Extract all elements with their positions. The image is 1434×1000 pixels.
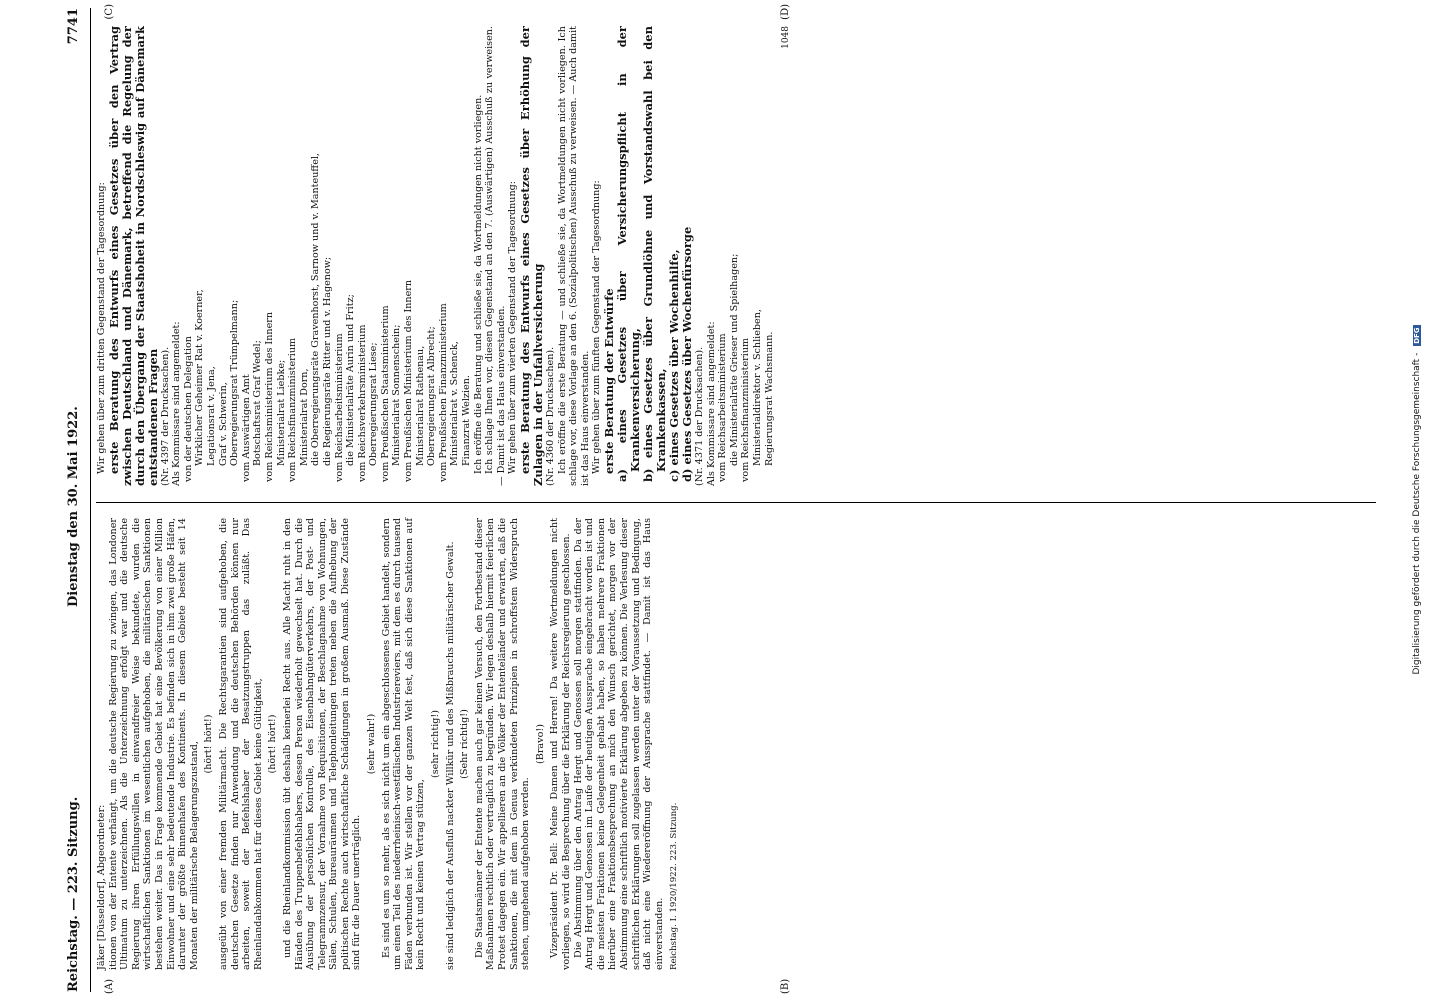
agenda-subitem: d) eines Gesetzes über Wochenfürsorge xyxy=(679,226,694,482)
digitization-text: Digitalisierung gefördert durch die Deutsche Forschungsgemeinschaft - xyxy=(1412,352,1422,675)
speaker-line: Jäker [Düsseldorf], Abgeordneter: xyxy=(96,804,107,970)
column-left xyxy=(96,518,1374,970)
paragraph: Ich eröffne die erste Beratung — und schließe sie, da Wortmeldungen nicht vorliegen. Ich schlage vor, diese Vorlage an den 6. (Sozialpolitischen) Ausschuß zu verweisen. — Auch damit ist das Haus einverstanden. xyxy=(556,26,591,486)
paragraph: Wir gehen über zum dritten Gegenstand der Tagesordnung: xyxy=(96,182,107,474)
commissioner-line: Oberregierungsrat Liese; xyxy=(368,342,380,466)
paragraph: Die Abstimmung über den Antrag Hergt und Genossen soll morgen stattfinden. Da der Antrag Hergt und Genossen im Laufe der heutigen Aussprache eingebracht worden ist und die meisten Fraktionen keine Gelegenheit gehabt haben, so haben mehrere Fraktionen hierüber eine Fraktionsbesprechung an mich den Wunsch gerichtet, morgen vor der Abstimmung eine schriftlich motivierte Erklärung abgeben zu können. Die Verlesung dieser schriftlichen Erklärungen soll zugelassen werden unter der Voraussetzung und Bedingung, daß nicht eine Wiedereröffnung der Aussprache stattfindet. — Damit ist das Haus einverstanden. xyxy=(572,518,665,970)
commissioner-line: Regierungsrat Wachsmann. xyxy=(763,331,775,466)
page-footer: Reichstag. I. 1920/1922. 223. Sitzung. xyxy=(669,802,680,970)
agenda-subitem: a) eines Gesetzes über Versicherungspflicht in der Krankenversicherung, xyxy=(614,26,642,482)
commissioner-line: vom Reichsfinanzministerium xyxy=(287,337,299,482)
margin-mark-c: (C) xyxy=(104,4,115,20)
margin-mark-b: (B) xyxy=(780,978,791,994)
interjection: (Bravo!) xyxy=(534,724,546,764)
commissioners-heading: Als Kommissare sind angemeldet: xyxy=(171,321,183,486)
dfg-logo: DFG xyxy=(1413,327,1421,344)
margin-mark-a: (A) xyxy=(104,978,115,994)
commissioner-line: die Oberregierungsräte Gravenhorst, Sarnow und v. Manteuffel, xyxy=(310,153,322,466)
commissioner-line: vom Preußischen Staatsministerium xyxy=(379,305,391,482)
agenda-item-ref: (Nr. 4360 der Drucksachen). xyxy=(545,346,556,486)
commissioner-line: Oberregierungsrat Trümpelmann; xyxy=(229,299,241,466)
commissioner-line: von der deutschen Delegation xyxy=(182,336,194,482)
margin-mark-d: (D) xyxy=(780,4,791,20)
agenda-item-ref: (Nr. 4397 der Drucksachen). xyxy=(159,346,171,486)
commissioner-line: Botschaftsrat Graf Wedel; xyxy=(252,340,264,466)
commissioner-line: Finanzrat Welzien. xyxy=(461,375,473,466)
commissioner-line: Ministerialrat Liebke; xyxy=(275,359,287,466)
agenda-item-title: erste Beratung des Entwurfs eines Gesetzes über den Vertrag zwischen Deutschland und Dänemark, betreffend die Regelung der durch den Übergang der Staatshoheit in Nordschleswig auf Dänemark entstandenen Fragen xyxy=(106,26,160,486)
agenda-subitem: b) eines Gesetzes über Grundlöhne und Vorstandswahl bei den Krankenkassen, xyxy=(640,26,668,482)
agenda-item-ref: (Nr. 4371 der Drucksachen). xyxy=(693,346,705,486)
commissioner-line: vom Preußischen Ministerium des Innern xyxy=(403,279,415,482)
page-header xyxy=(66,8,86,992)
commissioner-line: vom Reichsverkehrsministerium xyxy=(356,324,368,482)
commissioner-line: vom Reichsministerium des Innern xyxy=(263,311,275,482)
paragraph: Es sind es um so mehr, als es sich nicht um ein abgeschlossenes Gebiet handelt, sondern um einen Teil des niederrheinisch-westfälischen Industriereviers, mit dem es durch tausend Fäden verbunden ist. Wir stellen vor der ganzen Welt fest, daß sich diese Sanktionen auf kein Recht und keinen Vertrag stützen, xyxy=(380,518,427,970)
interjection: (sehr wahr!) xyxy=(366,713,378,775)
commissioner-line: Ministerialrat Dorn, xyxy=(298,368,310,466)
agenda-item-title: erste Beratung der Entwürfe xyxy=(601,288,616,474)
commissioner-line: vom Reichsarbeitsministerium xyxy=(717,333,729,482)
page-number: 7741 xyxy=(66,8,81,45)
paragraph: itionen von der Entente verhängt, um die deutsche Regierung zu zwingen, das Londoner Ultimatum zu unterzeichnen. Als die Unterzeichnung erfolgt war und die deutsche Regierung ihren Erfüllungswillen in einwandfreier Weise bekundete, wurden die wirtschaftlichen Sanktionen im wesentlichen aufgehoben, die militärischen Sanktionen bestehen weiter. Das in Frage kommende Gebiet hat eine Bevölkerung von einer Million Einwohner und eine sehr bedeutende Industrie. Es befinden sich in ihm zwei große Häfen, darunter der größte Binnenhafen des Kontinents. In diesem Gebiete besteht seit 14 Monaten der militärische Belagerungszustand, xyxy=(107,518,200,970)
commissioner-line: Ministerialrat v. Schenck, xyxy=(449,341,461,466)
commissioner-line: Legationsrat v. Jena, xyxy=(205,366,217,466)
commissioner-line: Ministerialrat Rathenau, xyxy=(414,345,426,466)
digitization-note xyxy=(1408,10,1430,990)
commissioner-line: die Ministerialräte Aurin und Fritz; xyxy=(345,294,357,466)
rotated-page xyxy=(60,0,1380,1000)
commissioner-line: Graf v. Schwerin, xyxy=(217,382,229,466)
column-divider xyxy=(96,502,1376,503)
paragraph: Wir gehen über zum fünften Gegenstand der Tagesordnung: xyxy=(591,180,603,474)
commissioner-line: vom Reichsarbeitsministerium xyxy=(333,333,345,482)
paragraph: Wir gehen über zum vierten Gegenstand der Tagesordnung: xyxy=(507,180,519,474)
column-right xyxy=(96,26,1374,486)
interjection: (hört! hört!) xyxy=(267,714,279,774)
signature-number: 1048 xyxy=(781,26,792,49)
header-center: Dienstag den 30. Mai 1922. xyxy=(66,406,81,607)
interjection: (hört! hört!) xyxy=(203,714,215,774)
commissioner-line: Oberregierungsrat Albrecht; xyxy=(426,326,438,466)
commissioner-line: die Ministerialräte Grieser und Spielhagen; xyxy=(728,253,740,466)
header-left: Reichstag. — 223. Sitzung. xyxy=(66,796,81,992)
commissioner-line: die Regierungsräte Ritter und v. Hagenow; xyxy=(321,256,333,466)
paragraph: und die Rheinlandkommission übt deshalb keinerlei Recht aus. Alle Macht ruht in den Händen des Truppenbefehlshabers, dessen Person wiederholt gewechselt hat. Durch die Ausübung der persönlichen Kontrolle, des Eisenbahngüterverkehrs, der Post- und Telegrammzensur, der Vornahme von Requisitionen, der Beschlagnahme von Wohnungen, Sälen, Schulen, Bureauräumen und Telephonleitungen treten neben die Aufhebung der politischen Rechte auch wirtschaftliche Schädigungen in großem Ausmaß. Diese Zustände sind für die Dauer unerträglich. xyxy=(281,518,363,970)
agenda-subitem: c) eines Gesetzes über Wochenhilfe, xyxy=(666,249,681,482)
commissioner-line: vom Auswärtigen Amt xyxy=(240,374,252,482)
paragraph: Die Staatsmänner der Entente machen auch gar keinen Versuch, den Fortbestand dieser Maßnahmen rechtlich oder vertraglich zu begründen. Wir legen deshalb hiermit feierlichen Protest dagegen ein. Wir appellieren an die Völker der Ententeländer und erwarten, daß die Sanktionen, die mit dem in Genua verkündeten Prinzipien in schroffstem Widerspruch stehen, umgehend aufgehoben werden. xyxy=(473,518,532,970)
commissioner-line: vom Reichsfinanzministerium xyxy=(740,337,752,482)
header-rule xyxy=(90,8,91,992)
paragraph: ausgeübt von einer fremden Militärmacht. Die Rechtsgarantien sind aufgehoben, die deutschen Gesetze finden nur Anwendung und die deutschen Behörden können nur arbeiten, soweit der Befehlshaber der Besatzungstruppen das zuläßt. Das Rheinlandabkommen hat für dieses Gebiet keine Gültigkeit, xyxy=(217,518,264,970)
interjection: (sehr richtig!) xyxy=(430,709,442,779)
commissioner-line: Ministerialdirektor v. Schlieben, xyxy=(751,309,763,466)
paragraph: Ich schlage Ihnen vor, diesen Gegenstand an den 7. (Auswärtigen) Ausschuß zu verweisen. — Damit ist das Haus einverstanden. xyxy=(484,26,507,486)
agenda-item-title: erste Beratung des Entwurfs eines Gesetzes über Erhöhung der Zulagen in der Unfallversicherung xyxy=(518,26,545,486)
paragraph: sie sind lediglich der Ausfluß nackter Willkür und des Mißbrauchs militärischer Gewalt. xyxy=(444,541,456,970)
commissioner-line: Ministerialrat Sonnenschein; xyxy=(391,324,403,466)
paragraph: Vizepräsident Dr. Bell: Meine Damen und Herren! Da weitere Wortmeldungen nicht vorliegen, so wird die Besprechung über die Erklärung der Reichsregierung geschlossen. xyxy=(549,518,572,970)
commissioners-heading: Als Kommissare sind angemeldet: xyxy=(705,321,717,486)
commissioner-line: vom Preußischen Finanzministerium xyxy=(437,303,449,482)
commissioner-line: Wirklicher Geheimer Rat v. Koerner, xyxy=(194,289,206,466)
interjection: (Sehr richtig!) xyxy=(459,709,471,779)
paragraph: Ich eröffne die Beratung und schließe sie, da Wortmeldungen nicht vorliegen. xyxy=(472,94,484,474)
